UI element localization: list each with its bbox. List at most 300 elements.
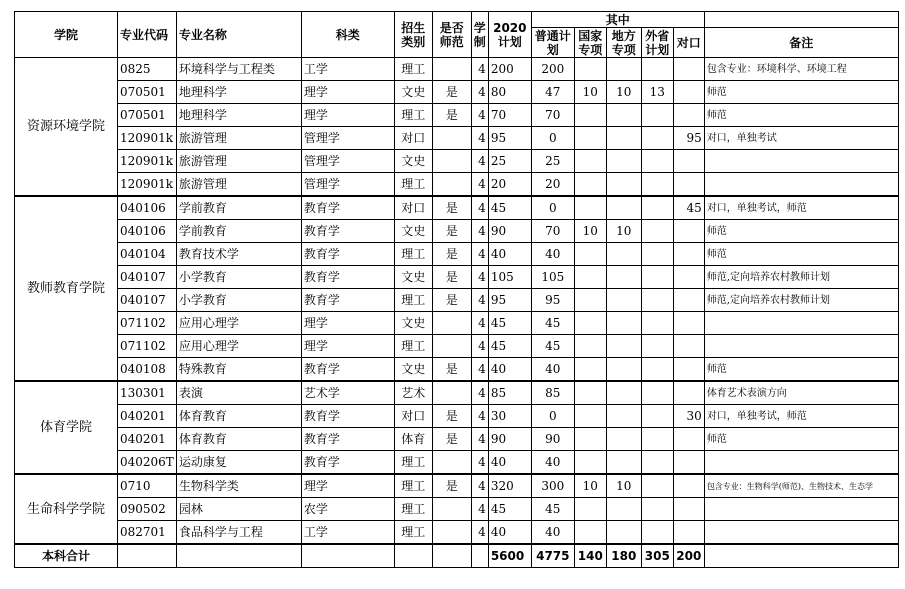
- outprov-cell: [641, 521, 673, 545]
- local-cell: [606, 428, 641, 451]
- category-cell: 教育学: [301, 289, 394, 312]
- header-code: 专业代码: [118, 12, 177, 58]
- header-outprov: 外省计划: [641, 28, 673, 58]
- years-cell: 4: [471, 381, 488, 405]
- national-cell: [574, 405, 606, 428]
- years-cell: 4: [471, 220, 488, 243]
- category-cell: 教育学: [301, 358, 394, 382]
- admission-type-cell: 理工: [394, 104, 432, 127]
- regular-cell: 40: [531, 243, 574, 266]
- code-cell: 120901k: [118, 173, 177, 197]
- total-row: [15, 544, 899, 568]
- outprov-cell: [641, 358, 673, 382]
- admission-type-cell: 理工: [394, 173, 432, 197]
- plan-cell: 80: [488, 81, 531, 104]
- total-outprov: 305: [641, 544, 673, 568]
- normal-cell: [432, 150, 471, 173]
- local-cell: 10: [606, 81, 641, 104]
- name-cell: 学前教育: [176, 220, 301, 243]
- duikou-cell: [673, 81, 704, 104]
- years-cell: 4: [471, 358, 488, 382]
- national-cell: [574, 312, 606, 335]
- normal-cell: 是: [432, 196, 471, 220]
- duikou-cell: [673, 266, 704, 289]
- header-local: 地方专项: [606, 28, 641, 58]
- outprov-cell: [641, 104, 673, 127]
- remark-cell: 体育艺术表演方向: [704, 381, 898, 405]
- category-cell: 管理学: [301, 150, 394, 173]
- normal-cell: 是: [432, 220, 471, 243]
- plan-cell: 20: [488, 173, 531, 197]
- years-cell: 4: [471, 335, 488, 358]
- category-cell: 理学: [301, 312, 394, 335]
- admission-type-cell: 理工: [394, 498, 432, 521]
- plan-cell: 85: [488, 381, 531, 405]
- header-college: 学院: [15, 12, 118, 58]
- code-cell: 040107: [118, 289, 177, 312]
- regular-cell: 0: [531, 127, 574, 150]
- name-cell: 小学教育: [176, 266, 301, 289]
- years-cell: 4: [471, 81, 488, 104]
- remark-cell: [704, 335, 898, 358]
- category-cell: 教育学: [301, 196, 394, 220]
- table-row: [15, 451, 899, 475]
- plan-cell: 105: [488, 266, 531, 289]
- code-cell: 040104: [118, 243, 177, 266]
- code-cell: 040201: [118, 428, 177, 451]
- local-cell: [606, 289, 641, 312]
- header-regular: 普通计划: [531, 28, 574, 58]
- national-cell: 10: [574, 220, 606, 243]
- remark-cell: 包含专业：环境科学、环境工程: [704, 58, 898, 81]
- outprov-cell: [641, 451, 673, 475]
- remark-cell: 对口，单独考试，师范: [704, 196, 898, 220]
- regular-cell: 200: [531, 58, 574, 81]
- admission-type-cell: 对口: [394, 405, 432, 428]
- category-cell: 教育学: [301, 266, 394, 289]
- duikou-cell: [673, 150, 704, 173]
- years-cell: 4: [471, 266, 488, 289]
- plan-cell: 45: [488, 312, 531, 335]
- years-cell: 4: [471, 474, 488, 498]
- name-cell: 表演: [176, 381, 301, 405]
- outprov-cell: [641, 173, 673, 197]
- local-cell: [606, 498, 641, 521]
- years-cell: 4: [471, 312, 488, 335]
- regular-cell: 0: [531, 405, 574, 428]
- total-regular: 4775: [531, 544, 574, 568]
- regular-cell: 40: [531, 358, 574, 382]
- code-cell: 040106: [118, 196, 177, 220]
- header-remark: 备注: [704, 28, 898, 58]
- regular-cell: 105: [531, 266, 574, 289]
- regular-cell: 70: [531, 104, 574, 127]
- admission-type-cell: 文史: [394, 150, 432, 173]
- normal-cell: 是: [432, 474, 471, 498]
- remark-cell: 师范,定向培养农村教师计划: [704, 266, 898, 289]
- outprov-cell: [641, 381, 673, 405]
- local-cell: [606, 196, 641, 220]
- name-cell: 地理科学: [176, 104, 301, 127]
- national-cell: [574, 358, 606, 382]
- table-row: [15, 498, 899, 521]
- regular-cell: 70: [531, 220, 574, 243]
- admission-type-cell: 文史: [394, 358, 432, 382]
- plan-cell: 30: [488, 405, 531, 428]
- local-cell: [606, 405, 641, 428]
- remark-cell: 师范: [704, 358, 898, 382]
- outprov-cell: [641, 127, 673, 150]
- national-cell: 10: [574, 81, 606, 104]
- normal-cell: [432, 173, 471, 197]
- code-cell: 071102: [118, 335, 177, 358]
- normal-cell: [432, 335, 471, 358]
- code-cell: 040106: [118, 220, 177, 243]
- name-cell: 旅游管理: [176, 173, 301, 197]
- category-cell: 理学: [301, 81, 394, 104]
- duikou-cell: [673, 220, 704, 243]
- table-row: [15, 266, 899, 289]
- total-label: 本科合计: [15, 544, 118, 568]
- name-cell: 体育教育: [176, 428, 301, 451]
- table-row: [15, 150, 899, 173]
- table-row: [15, 173, 899, 197]
- regular-cell: 90: [531, 428, 574, 451]
- years-cell: 4: [471, 498, 488, 521]
- empty-cell: [118, 544, 177, 568]
- regular-cell: 45: [531, 498, 574, 521]
- national-cell: [574, 335, 606, 358]
- outprov-cell: [641, 220, 673, 243]
- code-cell: 070501: [118, 104, 177, 127]
- table-row: [15, 358, 899, 382]
- admission-type-cell: 文史: [394, 81, 432, 104]
- plan-cell: 40: [488, 451, 531, 475]
- code-cell: 130301: [118, 381, 177, 405]
- code-cell: 070501: [118, 81, 177, 104]
- local-cell: [606, 381, 641, 405]
- remark-cell: 师范: [704, 243, 898, 266]
- duikou-cell: [673, 104, 704, 127]
- national-cell: [574, 104, 606, 127]
- name-cell: 园林: [176, 498, 301, 521]
- header-category: 科类: [301, 12, 394, 58]
- regular-cell: 47: [531, 81, 574, 104]
- admission-type-cell: 文史: [394, 312, 432, 335]
- duikou-cell: 45: [673, 196, 704, 220]
- plan-cell: 200: [488, 58, 531, 81]
- years-cell: 4: [471, 58, 488, 81]
- normal-cell: [432, 381, 471, 405]
- remark-cell: [704, 521, 898, 545]
- local-cell: [606, 451, 641, 475]
- years-cell: 4: [471, 243, 488, 266]
- national-cell: [574, 196, 606, 220]
- normal-cell: 是: [432, 289, 471, 312]
- header-normal: 是否师范: [432, 12, 471, 58]
- regular-cell: 40: [531, 521, 574, 545]
- normal-cell: [432, 521, 471, 545]
- years-cell: 4: [471, 521, 488, 545]
- duikou-cell: [673, 498, 704, 521]
- admission-type-cell: 文史: [394, 266, 432, 289]
- code-cell: 040107: [118, 266, 177, 289]
- admission-type-cell: 艺术: [394, 381, 432, 405]
- outprov-cell: [641, 289, 673, 312]
- code-cell: 040108: [118, 358, 177, 382]
- plan-cell: 25: [488, 150, 531, 173]
- name-cell: 运动康复: [176, 451, 301, 475]
- remark-cell: [704, 451, 898, 475]
- outprov-cell: [641, 335, 673, 358]
- header-remark-top: [704, 12, 898, 28]
- local-cell: [606, 58, 641, 81]
- plan-cell: 45: [488, 335, 531, 358]
- normal-cell: [432, 451, 471, 475]
- regular-cell: 85: [531, 381, 574, 405]
- national-cell: [574, 428, 606, 451]
- total-duikou: 200: [673, 544, 704, 568]
- outprov-cell: [641, 312, 673, 335]
- duikou-cell: [673, 243, 704, 266]
- empty-cell: [301, 544, 394, 568]
- code-cell: 071102: [118, 312, 177, 335]
- table-body: [15, 58, 899, 568]
- header-plan2020: 2020计划: [488, 12, 531, 58]
- outprov-cell: [641, 266, 673, 289]
- plan-cell: 45: [488, 196, 531, 220]
- admission-type-cell: 理工: [394, 58, 432, 81]
- admission-type-cell: 对口: [394, 127, 432, 150]
- table-row: [15, 196, 899, 220]
- table-row: [15, 474, 899, 498]
- normal-cell: 是: [432, 358, 471, 382]
- plan-cell: 45: [488, 498, 531, 521]
- plan-cell: 70: [488, 104, 531, 127]
- duikou-cell: 95: [673, 127, 704, 150]
- table-row: [15, 104, 899, 127]
- remark-cell: [704, 498, 898, 521]
- category-cell: 教育学: [301, 428, 394, 451]
- category-cell: 教育学: [301, 243, 394, 266]
- admission-plan-table-wrapper: [14, 11, 899, 568]
- duikou-cell: 30: [673, 405, 704, 428]
- remark-cell: 对口，单独考试，师范: [704, 405, 898, 428]
- national-cell: [574, 58, 606, 81]
- name-cell: 旅游管理: [176, 150, 301, 173]
- code-cell: 0710: [118, 474, 177, 498]
- admission-type-cell: 理工: [394, 289, 432, 312]
- outprov-cell: [641, 428, 673, 451]
- code-cell: 120901k: [118, 127, 177, 150]
- name-cell: 体育教育: [176, 405, 301, 428]
- plan-cell: 90: [488, 428, 531, 451]
- normal-cell: 是: [432, 266, 471, 289]
- table-row: [15, 428, 899, 451]
- outprov-cell: [641, 243, 673, 266]
- regular-cell: 0: [531, 196, 574, 220]
- duikou-cell: [673, 358, 704, 382]
- name-cell: 旅游管理: [176, 127, 301, 150]
- total-local: 180: [606, 544, 641, 568]
- code-cell: 0825: [118, 58, 177, 81]
- table-row: [15, 220, 899, 243]
- years-cell: 4: [471, 289, 488, 312]
- table-row: [15, 521, 899, 545]
- plan-cell: 95: [488, 127, 531, 150]
- duikou-cell: [673, 428, 704, 451]
- header-years: 学制: [471, 12, 488, 58]
- national-cell: [574, 127, 606, 150]
- normal-cell: 是: [432, 428, 471, 451]
- years-cell: 4: [471, 451, 488, 475]
- code-cell: 120901k: [118, 150, 177, 173]
- normal-cell: 是: [432, 81, 471, 104]
- admission-plan-table: [14, 11, 899, 568]
- local-cell: 10: [606, 220, 641, 243]
- years-cell: 4: [471, 196, 488, 220]
- empty-cell: [432, 544, 471, 568]
- local-cell: [606, 358, 641, 382]
- admission-type-cell: 理工: [394, 521, 432, 545]
- national-cell: [574, 381, 606, 405]
- regular-cell: 45: [531, 312, 574, 335]
- national-cell: [574, 243, 606, 266]
- remark-cell: 师范: [704, 428, 898, 451]
- duikou-cell: [673, 335, 704, 358]
- admission-type-cell: 理工: [394, 451, 432, 475]
- table-row: [15, 243, 899, 266]
- regular-cell: 20: [531, 173, 574, 197]
- table-row: [15, 58, 899, 81]
- normal-cell: 是: [432, 243, 471, 266]
- category-cell: 教育学: [301, 220, 394, 243]
- category-cell: 工学: [301, 521, 394, 545]
- outprov-cell: [641, 498, 673, 521]
- header-name: 专业名称: [176, 12, 301, 58]
- category-cell: 教育学: [301, 451, 394, 475]
- years-cell: 4: [471, 127, 488, 150]
- plan-cell: 320: [488, 474, 531, 498]
- duikou-cell: [673, 289, 704, 312]
- table-row: [15, 81, 899, 104]
- admission-type-cell: 理工: [394, 474, 432, 498]
- table-row: [15, 289, 899, 312]
- plan-cell: 95: [488, 289, 531, 312]
- plan-cell: 40: [488, 243, 531, 266]
- duikou-cell: [673, 173, 704, 197]
- remark-cell: [704, 173, 898, 197]
- local-cell: [606, 521, 641, 545]
- code-cell: 040201: [118, 405, 177, 428]
- remark-cell: [704, 150, 898, 173]
- total-plan: 5600: [488, 544, 531, 568]
- name-cell: 应用心理学: [176, 312, 301, 335]
- national-cell: [574, 266, 606, 289]
- outprov-cell: 13: [641, 81, 673, 104]
- table-row: [15, 405, 899, 428]
- category-cell: 管理学: [301, 173, 394, 197]
- category-cell: 农学: [301, 498, 394, 521]
- duikou-cell: [673, 312, 704, 335]
- national-cell: [574, 289, 606, 312]
- name-cell: 应用心理学: [176, 335, 301, 358]
- remark-cell: [704, 312, 898, 335]
- local-cell: [606, 243, 641, 266]
- national-cell: [574, 498, 606, 521]
- duikou-cell: [673, 474, 704, 498]
- name-cell: 地理科学: [176, 81, 301, 104]
- regular-cell: 45: [531, 335, 574, 358]
- years-cell: 4: [471, 173, 488, 197]
- duikou-cell: [673, 521, 704, 545]
- regular-cell: 40: [531, 451, 574, 475]
- remark-cell: 包含专业：生物科学(师范)、生物技术、生态学: [704, 474, 898, 498]
- table-row: [15, 335, 899, 358]
- category-cell: 工学: [301, 58, 394, 81]
- local-cell: [606, 104, 641, 127]
- national-cell: 10: [574, 474, 606, 498]
- code-cell: 090502: [118, 498, 177, 521]
- name-cell: 食品科学与工程: [176, 521, 301, 545]
- years-cell: 4: [471, 428, 488, 451]
- plan-cell: 90: [488, 220, 531, 243]
- plan-cell: 40: [488, 358, 531, 382]
- category-cell: 管理学: [301, 127, 394, 150]
- duikou-cell: [673, 451, 704, 475]
- empty-cell: [176, 544, 301, 568]
- admission-type-cell: 体育: [394, 428, 432, 451]
- plan-cell: 40: [488, 521, 531, 545]
- local-cell: [606, 173, 641, 197]
- name-cell: 小学教育: [176, 289, 301, 312]
- name-cell: 生物科学类: [176, 474, 301, 498]
- regular-cell: 95: [531, 289, 574, 312]
- empty-cell: [704, 544, 898, 568]
- outprov-cell: [641, 150, 673, 173]
- duikou-cell: [673, 58, 704, 81]
- header-duikou: 对口: [673, 28, 704, 58]
- admission-type-cell: 理工: [394, 243, 432, 266]
- category-cell: 理学: [301, 335, 394, 358]
- table-row: [15, 312, 899, 335]
- regular-cell: 25: [531, 150, 574, 173]
- college-cell: 生命科学学院: [15, 474, 118, 544]
- admission-type-cell: 对口: [394, 196, 432, 220]
- remark-cell: 师范,定向培养农村教师计划: [704, 289, 898, 312]
- remark-cell: 师范: [704, 104, 898, 127]
- years-cell: 4: [471, 405, 488, 428]
- name-cell: 环境科学与工程类: [176, 58, 301, 81]
- local-cell: [606, 312, 641, 335]
- table-row: [15, 127, 899, 150]
- code-cell: 040206T: [118, 451, 177, 475]
- college-cell: 教师教育学院: [15, 196, 118, 381]
- total-national: 140: [574, 544, 606, 568]
- normal-cell: [432, 58, 471, 81]
- national-cell: [574, 173, 606, 197]
- regular-cell: 300: [531, 474, 574, 498]
- national-cell: [574, 451, 606, 475]
- years-cell: 4: [471, 150, 488, 173]
- empty-cell: [471, 544, 488, 568]
- name-cell: 教育技术学: [176, 243, 301, 266]
- table-row: [15, 381, 899, 405]
- normal-cell: 是: [432, 405, 471, 428]
- header-group: 其中: [531, 12, 704, 28]
- college-cell: 体育学院: [15, 381, 118, 474]
- local-cell: [606, 335, 641, 358]
